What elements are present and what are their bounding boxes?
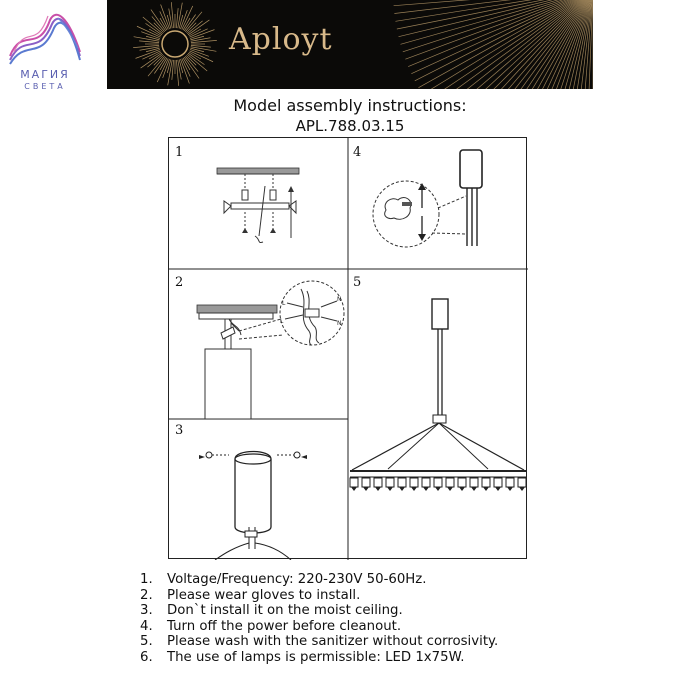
note-index: 2. xyxy=(140,587,153,603)
step-4-panel xyxy=(348,138,528,269)
step-4-adjust-height-diagram xyxy=(348,138,528,269)
step-2-number: 2 xyxy=(175,275,184,290)
note-item xyxy=(140,603,680,619)
lamp-shade xyxy=(518,478,526,487)
shop-logo-name: МАГИЯ xyxy=(20,68,70,81)
note-text: Don`t install it on the moist ceiling. xyxy=(167,603,403,619)
lamp-shade xyxy=(410,478,418,487)
step-3-shade-install-diagram xyxy=(169,419,348,560)
assembly-steps-grid xyxy=(168,137,527,559)
lamp-bulb xyxy=(471,487,477,491)
lamp-shade xyxy=(446,478,454,487)
step-1-panel xyxy=(169,138,348,269)
lamp-bulb xyxy=(507,487,513,491)
step-1-number: 1 xyxy=(175,145,184,160)
lamp-shade xyxy=(506,478,514,487)
step-5-number: 5 xyxy=(353,275,362,290)
step-1-ceiling-bracket-diagram xyxy=(169,138,348,269)
wire-label-n-1: N xyxy=(337,296,342,303)
lamp-bulb xyxy=(351,487,357,491)
note-item xyxy=(140,572,680,588)
note-item xyxy=(140,588,680,604)
step-5-assembled-chandelier-diagram xyxy=(348,269,528,560)
brand-banner xyxy=(107,0,593,89)
lamp-bulb xyxy=(495,487,501,491)
lamp-shade xyxy=(470,478,478,487)
lamp-shade xyxy=(386,478,394,487)
lamp-bulb xyxy=(519,487,525,491)
lamp-bulb xyxy=(447,487,453,491)
step-3-panel xyxy=(169,419,348,560)
lamp-shade xyxy=(374,478,382,487)
step-5-panel xyxy=(348,269,528,560)
brand-name: Aployt xyxy=(229,22,333,57)
wire-label-l-1: L xyxy=(282,300,286,307)
wave-ribbon-logo-icon xyxy=(4,6,86,68)
lamp-bulb xyxy=(375,487,381,491)
wire-label-l-2: L xyxy=(280,318,284,325)
lamp-bulb xyxy=(459,487,465,491)
lamp-bulb xyxy=(423,487,429,491)
note-text: Voltage/Frequency: 220-230V 50-60Hz. xyxy=(167,572,427,587)
lamp-shade xyxy=(398,478,406,487)
model-number: APL.788.03.15 xyxy=(295,117,405,135)
lamp-bulb xyxy=(435,487,441,491)
note-index: 4. xyxy=(140,618,153,634)
note-index: 3. xyxy=(140,603,153,619)
lamp-bulb xyxy=(363,487,369,491)
lamp-shade xyxy=(458,478,466,487)
note-text: Turn off the power before cleanout. xyxy=(167,618,402,634)
note-item xyxy=(140,650,680,666)
lamp-shade xyxy=(482,478,490,487)
shop-logo-tagline: СВЕТА xyxy=(24,82,66,91)
lamp-shade xyxy=(494,478,502,487)
lamp-bulb xyxy=(387,487,393,491)
lamp-row xyxy=(350,478,526,491)
note-text: Please wash with the sanitizer without corrosivity. xyxy=(167,634,499,650)
step-3-number: 3 xyxy=(175,423,184,438)
note-text: The use of lamps is permissible: LED 1x75W. xyxy=(167,649,465,665)
note-index: 6. xyxy=(140,649,153,665)
safety-notes-list xyxy=(140,572,680,666)
lamp-shade xyxy=(434,478,442,487)
wire-label-n-2: N xyxy=(337,320,342,327)
note-item xyxy=(140,634,680,650)
step-4-number: 4 xyxy=(353,145,362,160)
note-item xyxy=(140,619,680,635)
note-text: Please wear gloves to install. xyxy=(167,587,361,603)
step-2-wiring-diagram xyxy=(169,269,348,419)
document-title: Model assembly instructions: xyxy=(233,96,467,115)
lamp-shade xyxy=(422,478,430,487)
note-index: 5. xyxy=(140,634,153,650)
note-index: 1. xyxy=(140,572,153,587)
lamp-bulb xyxy=(411,487,417,491)
sunburst-rays-decoration xyxy=(107,0,593,89)
lamp-shade xyxy=(350,478,358,487)
lamp-bulb xyxy=(399,487,405,491)
lamp-shade xyxy=(362,478,370,487)
lamp-bulb xyxy=(483,487,489,491)
step-2-panel xyxy=(169,269,348,419)
